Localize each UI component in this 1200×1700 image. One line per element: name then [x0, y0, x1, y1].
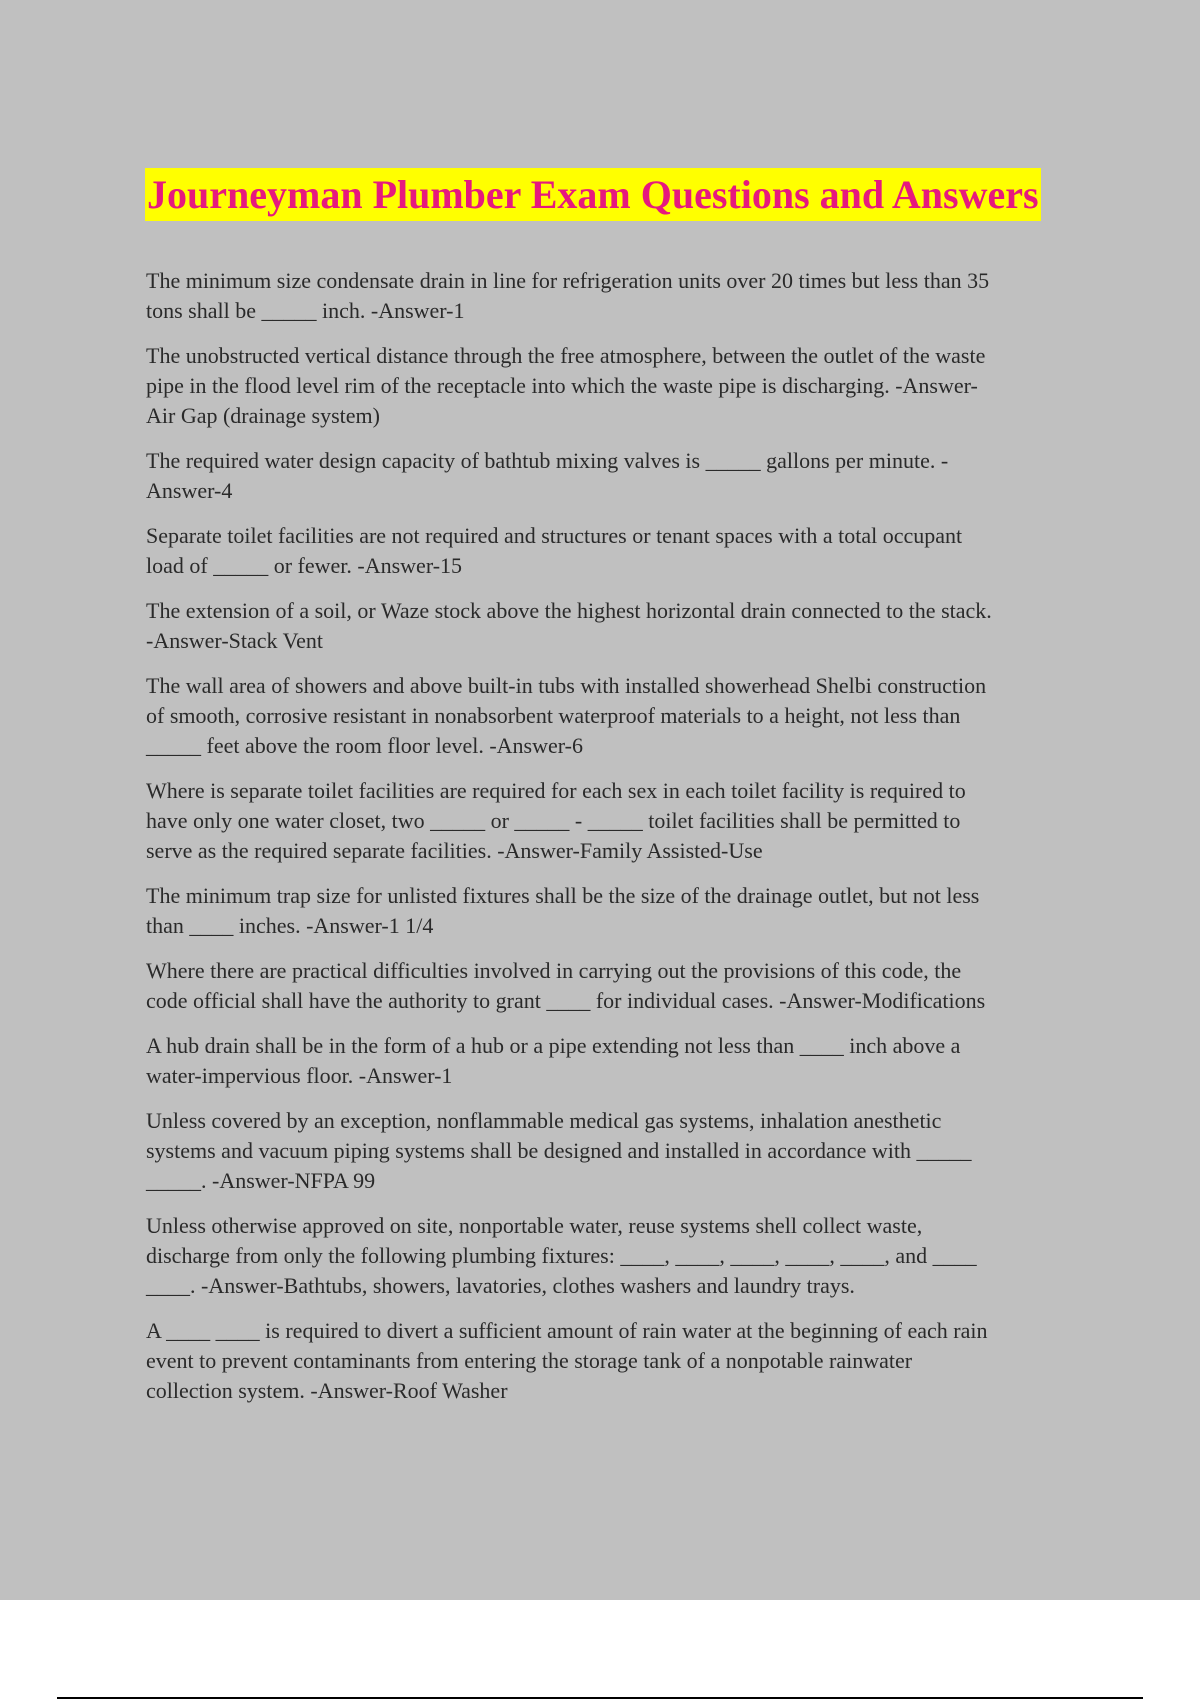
question-answer-line: than ____ inches. -Answer-1 1/4 [146, 913, 434, 938]
question-answer-line: code official shall have the authority to grant ____ for individual cases. -Answer-Modifications [146, 988, 986, 1013]
question-answer-item [146, 956, 1081, 1016]
question-answer-item [146, 881, 1081, 941]
question-answer-line: water-impervious floor. -Answer-1 [146, 1063, 453, 1088]
question-answer-item [146, 266, 1081, 326]
question-answer-item [146, 1106, 1081, 1196]
question-answer-item [146, 1031, 1081, 1091]
question-answer-line: Answer-4 [146, 478, 233, 503]
question-answer-line: Air Gap (drainage system) [146, 403, 380, 428]
question-answer-line: event to prevent contaminants from entering the storage tank of a nonpotable rainwater [146, 1348, 913, 1373]
question-answer-line: have only one water closet, two _____ or _____ - _____ toilet facilities shall be permitted to [146, 808, 961, 833]
question-answer-line: tons shall be _____ inch. -Answer-1 [146, 298, 465, 323]
question-answer-line: load of _____ or fewer. -Answer-15 [146, 553, 463, 578]
question-answer-line: Unless covered by an exception, nonflammable medical gas systems, inhalation anesthetic [146, 1108, 942, 1133]
question-answer-line: _____. -Answer-NFPA 99 [146, 1168, 376, 1193]
question-answer-line: Separate toilet facilities are not required and structures or tenant spaces with a total occupant [146, 523, 963, 548]
question-answer-line: The minimum trap size for unlisted fixtures shall be the size of the drainage outlet, but not less [146, 883, 980, 908]
question-answer-item [146, 446, 1081, 506]
question-answer-line: Where is separate toilet facilities are required for each sex in each toilet facility is required to [146, 778, 966, 803]
question-answer-line: Unless otherwise approved on site, nonportable water, reuse systems shell collect waste, [146, 1213, 923, 1238]
question-answer-line: Where there are practical difficulties involved in carrying out the provisions of this code, the [146, 958, 962, 983]
question-answer-item [146, 341, 1081, 431]
question-answer-line: serve as the required separate facilities. -Answer-Family Assisted-Use [146, 838, 763, 863]
question-answer-line: collection system. -Answer-Roof Washer [146, 1378, 508, 1403]
question-answer-item [146, 1316, 1081, 1406]
question-answer-line: The required water design capacity of bathtub mixing valves is _____ gallons per minute. - [146, 448, 949, 473]
question-answer-line: A ____ ____ is required to divert a sufficient amount of rain water at the beginning of each rain [146, 1318, 988, 1343]
question-answer-item [146, 596, 1081, 656]
footer-divider [57, 1697, 1143, 1699]
question-answer-line: _____ feet above the room floor level. -Answer-6 [146, 733, 583, 758]
question-answer-line: systems and vacuum piping systems shall be designed and installed in accordance with _____ [146, 1138, 972, 1163]
question-answer-line: The wall area of showers and above built-in tubs with installed showerhead Shelbi construction [146, 673, 987, 698]
question-answer-item [146, 1211, 1081, 1301]
question-answer-line: -Answer-Stack Vent [146, 628, 323, 653]
question-answer-line: ____. -Answer-Bathtubs, showers, lavatories, clothes washers and laundry trays. [146, 1273, 855, 1298]
question-answer-item [146, 671, 1081, 761]
question-answer-line: The minimum size condensate drain in line for refrigeration units over 20 times but less than 35 [146, 268, 990, 293]
question-answer-item [146, 521, 1081, 581]
question-answer-item [146, 776, 1081, 866]
question-answer-line: discharge from only the following plumbing fixtures: ____, ____, ____, ____, ____, and ____ [146, 1243, 977, 1268]
question-answer-line: pipe in the flood level rim of the receptacle into which the waste pipe is discharging. -Answer- [146, 373, 978, 398]
question-answer-line: A hub drain shall be in the form of a hub or a pipe extending not less than ____ inch above a [146, 1033, 961, 1058]
question-answer-line: of smooth, corrosive resistant in nonabsorbent waterproof materials to a height, not less than [146, 703, 961, 728]
question-answer-line: The extension of a soil, or Waze stock above the highest horizontal drain connected to the stack. [146, 598, 992, 623]
question-answer-line: The unobstructed vertical distance through the free atmosphere, between the outlet of the waste [146, 343, 986, 368]
document-title: Journeyman Plumber Exam Questions and Answers [145, 168, 1041, 221]
question-answer-list [146, 266, 1081, 1421]
